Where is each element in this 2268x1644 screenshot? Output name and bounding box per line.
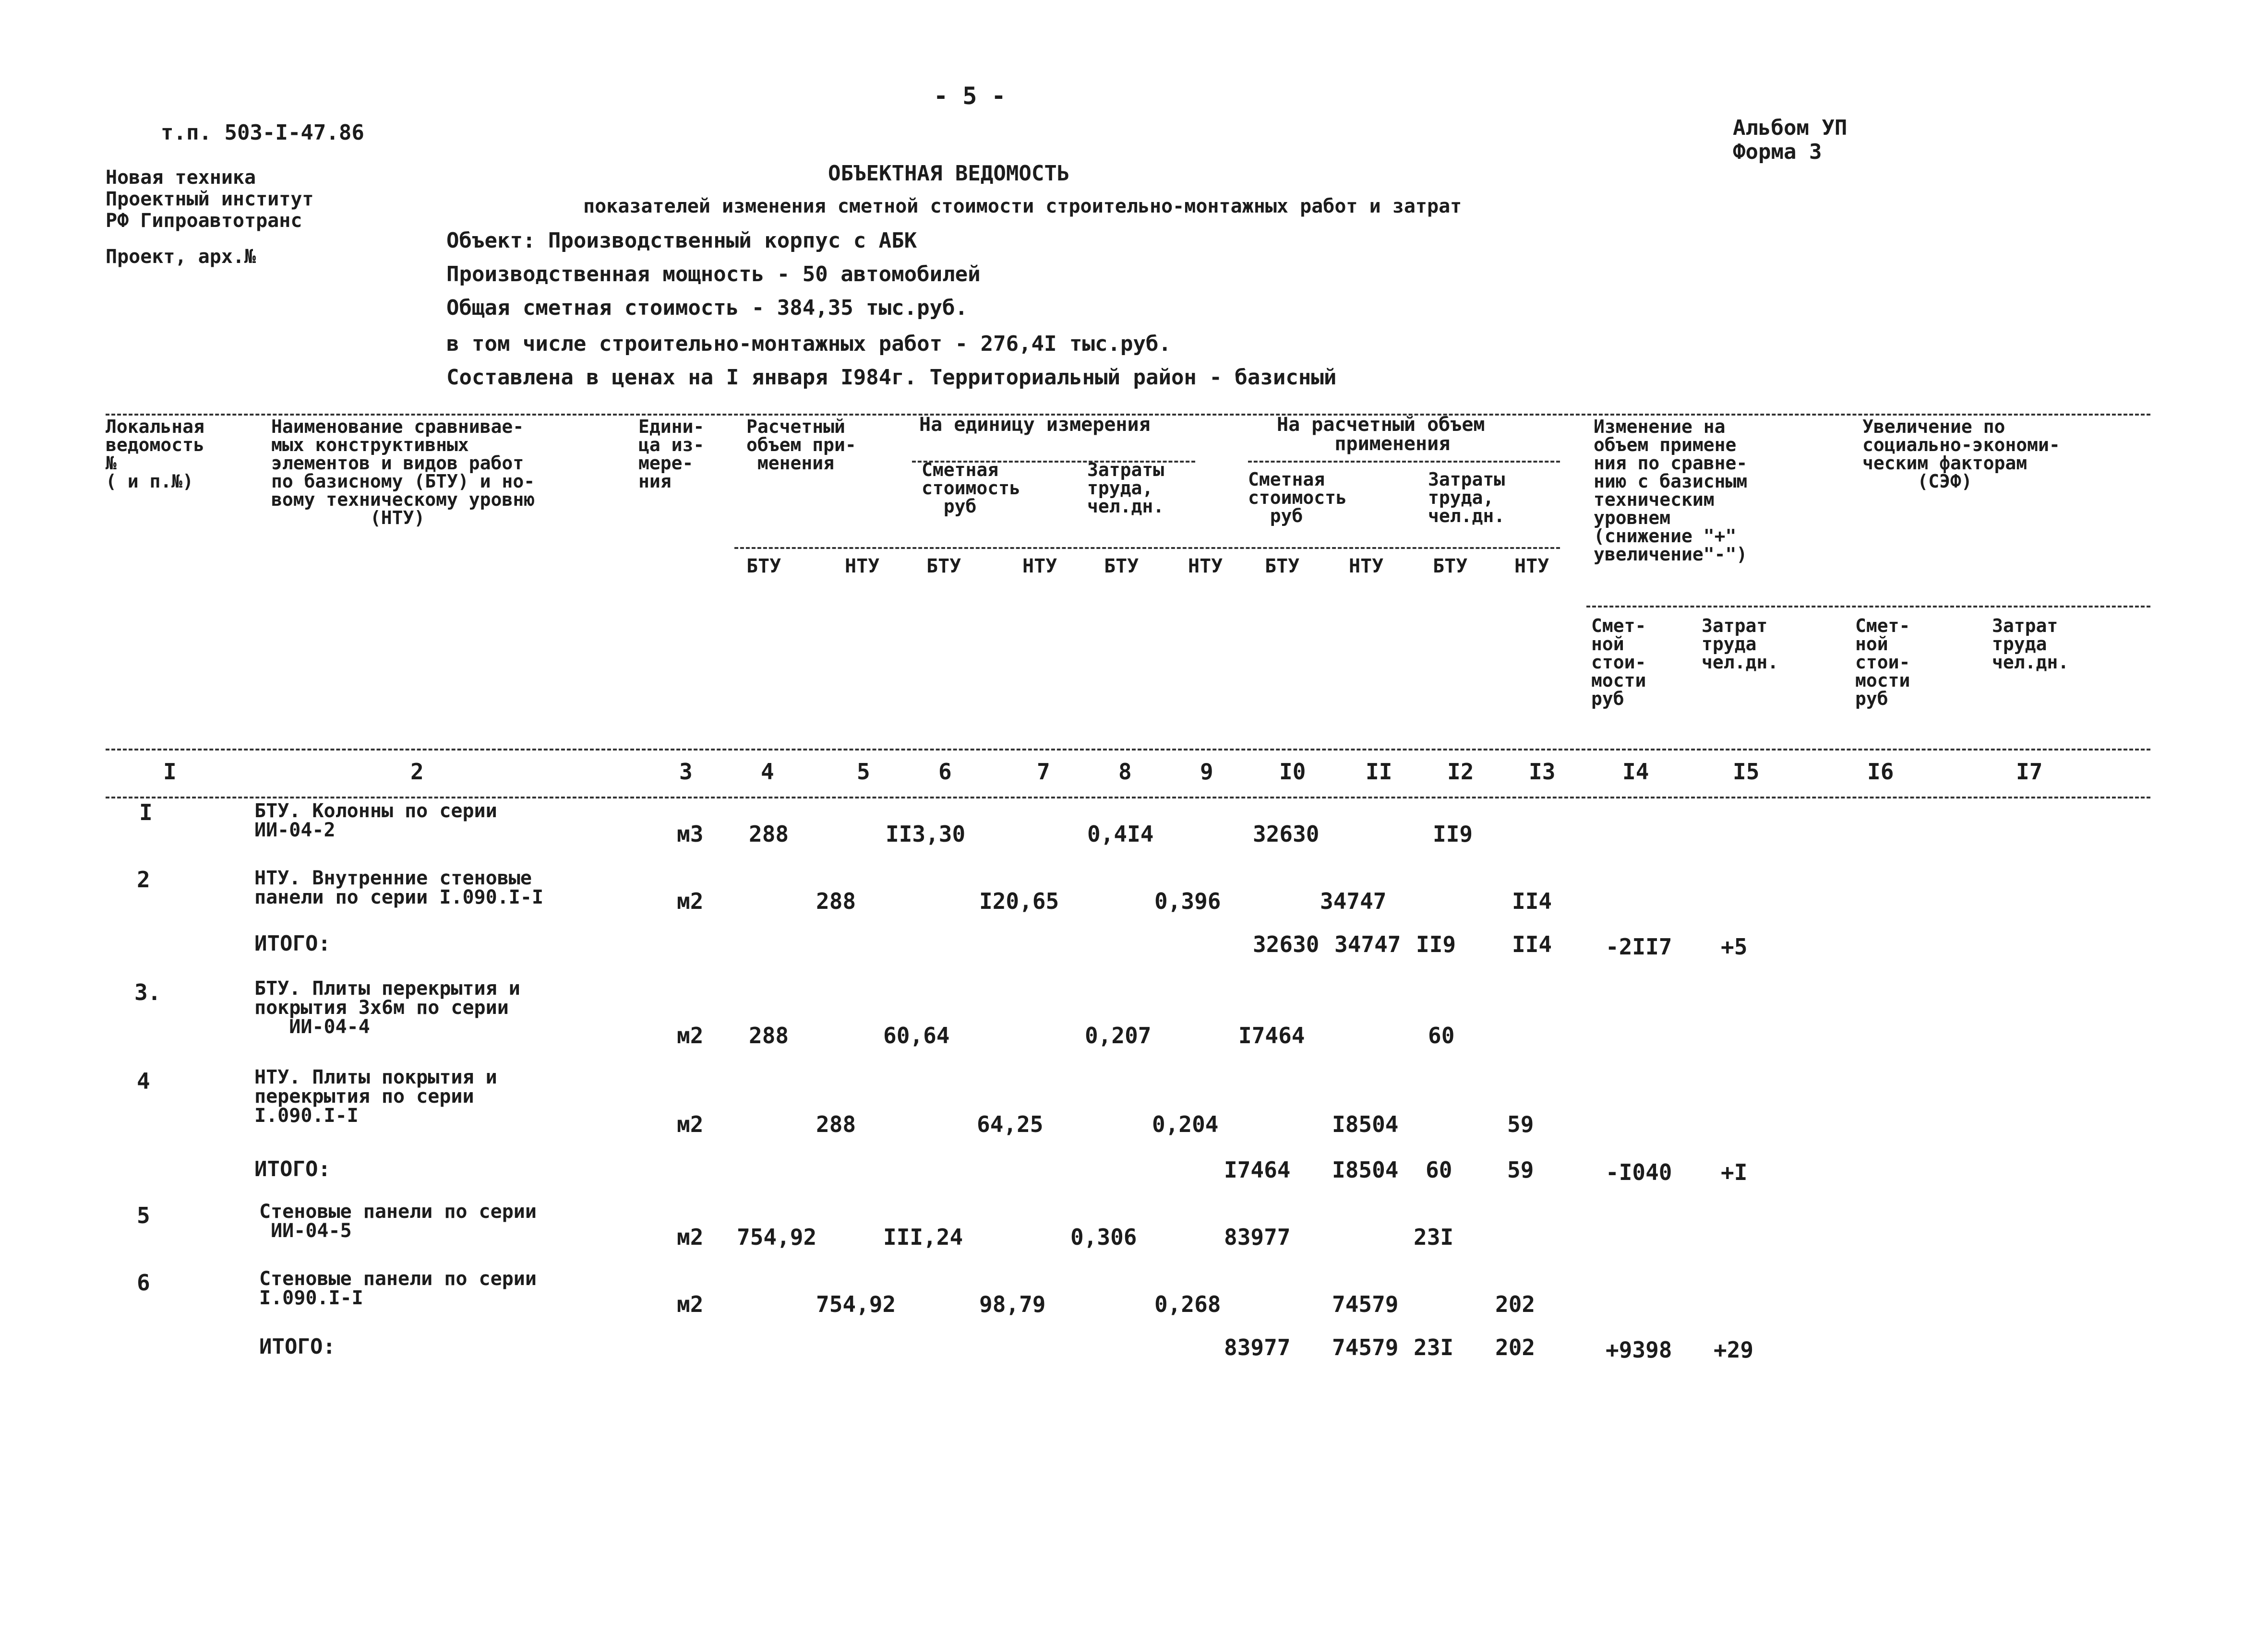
info-total-cost: Общая сметная стоимость - 384,35 тыс.руб. xyxy=(446,296,968,320)
total-3-c12: 23I xyxy=(1414,1334,1454,1360)
header-per-unit-labor: Затраты труда, чел.дн. xyxy=(1087,459,1164,517)
row-4-c11: I8504 xyxy=(1332,1111,1399,1137)
row-1-c12: II9 xyxy=(1433,821,1473,847)
row-6-c5: 754,92 xyxy=(816,1291,896,1317)
row-1-name: БТУ. Колонны по серии ИИ-04-2 xyxy=(254,800,497,841)
total-1-c12: II9 xyxy=(1416,931,1456,957)
row-3-c4: 288 xyxy=(749,1023,789,1048)
row-1-c6: II3,30 xyxy=(886,821,966,847)
total-1-c11: 34747 xyxy=(1334,931,1401,957)
org-line-3: РФ Гипроавтотранс xyxy=(106,210,302,232)
colnum-bottom-rule xyxy=(106,797,2150,798)
subheader-btu-calc-cost: БТУ xyxy=(1265,555,1300,577)
header-calc-volume: На расчетный объем применения xyxy=(1277,414,1485,455)
total-3-c13: 202 xyxy=(1495,1334,1536,1360)
col-number-14: I4 xyxy=(1622,759,1649,785)
row-3-c6: 60,64 xyxy=(883,1023,950,1048)
subheader-ntu-volume: НТУ xyxy=(845,555,880,577)
album-label: Альбом УП xyxy=(1733,116,1848,140)
header-per-unit-cost: Сметная стоимость руб xyxy=(922,459,1020,517)
row-6-c9: 0,268 xyxy=(1154,1291,1221,1317)
subheader-btu-unit-cost: БТУ xyxy=(926,555,961,577)
header-per-unit: На единицу измерения xyxy=(919,414,1151,436)
row-3-c8: 0,207 xyxy=(1085,1023,1152,1048)
total-2-c10: I7464 xyxy=(1224,1157,1291,1183)
total-3-c11: 74579 xyxy=(1332,1334,1399,1360)
row-3-name: БТУ. Плиты перекрытия и покрытия 3х6м по серии ИИ-04-4 xyxy=(254,977,520,1038)
total-2-c12: 60 xyxy=(1426,1157,1452,1183)
header-calc-cost: Сметная стоимость руб xyxy=(1248,469,1347,526)
header-volume: Расчетный объем при- менения xyxy=(746,416,856,474)
col-number-2: 2 xyxy=(410,759,424,785)
header-change-labor: Затрат труда чел.дн. xyxy=(1702,615,1779,673)
info-object: Объект: Производственный корпус с АБК xyxy=(446,228,917,253)
col-number-4: 4 xyxy=(761,759,774,785)
document-subtitle: показателей изменения сметной стоимости строительно-монтажных работ и затрат xyxy=(583,195,1462,217)
col-number-16: I6 xyxy=(1867,759,1894,785)
row-6-c13: 202 xyxy=(1495,1291,1536,1317)
row-3-unit: м2 xyxy=(677,1023,704,1048)
header-change: Изменение на объем примене ния по сравне- нию с базисным техническим уровнем (снижение "+" увеличение"-") xyxy=(1594,416,1748,565)
row-6-c11: 74579 xyxy=(1332,1291,1399,1317)
btu-ntu-rule xyxy=(734,547,1560,549)
row-4-unit: м2 xyxy=(677,1111,704,1137)
header-change-cost: Смет- ной стои- мости руб xyxy=(1591,615,1646,709)
row-1-index: I xyxy=(139,799,153,825)
org-line-1: Новая техника xyxy=(106,167,256,189)
col-number-1: I xyxy=(163,759,177,785)
row-4-c13: 59 xyxy=(1507,1111,1534,1137)
row-3-c12: 60 xyxy=(1428,1023,1455,1048)
subheader-ntu-unit-labor: НТУ xyxy=(1188,555,1223,577)
row-4-c7: 64,25 xyxy=(977,1111,1044,1137)
info-capacity: Производственная мощность - 50 автомобилей xyxy=(446,262,981,286)
row-5-c10: 83977 xyxy=(1224,1224,1291,1250)
col-number-5: 5 xyxy=(857,759,870,785)
row-5-unit: м2 xyxy=(677,1224,704,1250)
col-number-3: 3 xyxy=(679,759,693,785)
col-number-8: 8 xyxy=(1118,759,1132,785)
calc-group-rule xyxy=(1248,461,1560,463)
form-label: Форма 3 xyxy=(1733,140,1822,164)
total-3-label: ИТОГО: xyxy=(259,1334,336,1359)
col-number-13: I3 xyxy=(1529,759,1556,785)
header-sef-cost: Смет- ной стои- мости руб xyxy=(1855,615,1910,709)
subheader-btu-calc-labor: БТУ xyxy=(1433,555,1468,577)
row-2-c11: 34747 xyxy=(1320,888,1387,914)
row-4-c5: 288 xyxy=(816,1111,856,1137)
total-2-c14: -I040 xyxy=(1606,1159,1672,1185)
row-5-name: Стеновые панели по серии ИИ-04-5 xyxy=(259,1201,537,1242)
row-2-unit: м2 xyxy=(677,888,704,914)
total-1-label: ИТОГО: xyxy=(254,931,331,956)
row-2-c5: 288 xyxy=(816,888,856,914)
col-number-11: II xyxy=(1366,759,1392,785)
page-number: - 5 - xyxy=(934,82,1006,110)
subheader-ntu-calc-labor: НТУ xyxy=(1514,555,1549,577)
row-2-index: 2 xyxy=(137,867,150,893)
row-5-c12: 23I xyxy=(1414,1224,1454,1250)
header-sef-labor: Затрат труда чел.дн. xyxy=(1992,615,2069,673)
subheader-btu-unit-labor: БТУ xyxy=(1104,555,1139,577)
row-5-c6: III,24 xyxy=(883,1224,963,1250)
row-1-c10: 32630 xyxy=(1253,821,1320,847)
header-calc-labor: Затраты труда, чел.дн. xyxy=(1428,469,1505,526)
col-number-17: I7 xyxy=(2016,759,2043,785)
total-2-c15: +I xyxy=(1721,1159,1748,1185)
row-1-c4: 288 xyxy=(749,821,789,847)
total-2-c11: I8504 xyxy=(1332,1157,1399,1183)
row-3-index: 3. xyxy=(134,979,161,1005)
total-1-c13: II4 xyxy=(1512,931,1552,957)
row-6-name: Стеновые панели по серии I.090.I-I xyxy=(259,1268,537,1309)
header-unit: Едини- ца из- мере- ния xyxy=(638,416,705,492)
header-local-statement: Локальная ведомость № ( и п.№) xyxy=(106,416,204,492)
row-6-index: 6 xyxy=(137,1270,150,1296)
colnum-top-rule xyxy=(106,749,2150,751)
subheader-ntu-unit-cost: НТУ xyxy=(1022,555,1057,577)
total-1-c15: +5 xyxy=(1721,934,1748,960)
row-2-c13: II4 xyxy=(1512,888,1552,914)
row-5-index: 5 xyxy=(137,1203,150,1228)
total-2-label: ИТОГО: xyxy=(254,1157,331,1181)
row-5-c8: 0,306 xyxy=(1070,1224,1137,1250)
row-2-name: НТУ. Внутренние стеновые панели по серии I.090.I-I xyxy=(254,867,544,908)
row-6-unit: м2 xyxy=(677,1291,704,1317)
row-3-c10: I7464 xyxy=(1238,1023,1305,1048)
col-number-7: 7 xyxy=(1037,759,1050,785)
org-line-2: Проектный институт xyxy=(106,188,314,210)
col-number-12: I2 xyxy=(1447,759,1474,785)
row-4-name: НТУ. Плиты покрытия и перекрытия по серии I.090.I-I xyxy=(254,1066,497,1127)
info-prices: Составлена в ценах на I января I984г. Территориальный район - базисный xyxy=(446,365,1337,390)
change-sub-rule xyxy=(1586,606,2150,608)
col-number-9: 9 xyxy=(1200,759,1213,785)
project-archive: Проект, арх.№ xyxy=(106,246,256,268)
col-number-6: 6 xyxy=(938,759,952,785)
total-3-c14: +9398 xyxy=(1606,1337,1672,1363)
subheader-ntu-calc-cost: НТУ xyxy=(1349,555,1384,577)
total-1-c14: -2II7 xyxy=(1606,934,1672,960)
row-2-c9: 0,396 xyxy=(1154,888,1221,914)
col-number-10: I0 xyxy=(1279,759,1306,785)
info-smr-cost: в том числе строительно-монтажных работ - 276,4I тыс.руб. xyxy=(446,332,1171,356)
row-1-unit: м3 xyxy=(677,821,704,847)
total-3-c15: +29 xyxy=(1714,1337,1754,1363)
document-title: ОБЪЕКТНАЯ ВЕДОМОСТЬ xyxy=(828,161,1070,186)
subheader-btu-volume: БТУ xyxy=(746,555,781,577)
total-3-c10: 83977 xyxy=(1224,1334,1291,1360)
col-number-15: I5 xyxy=(1733,759,1760,785)
doc-code: т.п. 503-I-47.86 xyxy=(161,120,364,145)
row-1-c8: 0,4I4 xyxy=(1087,821,1154,847)
row-5-c4: 754,92 xyxy=(737,1224,817,1250)
row-6-c7: 98,79 xyxy=(979,1291,1046,1317)
row-4-index: 4 xyxy=(137,1068,150,1094)
header-element-name: Наименование сравнивае- мых конструктивных элементов и видов работ по базисному (БТУ) и но- вому техническому уровню (НТУ) xyxy=(271,416,535,528)
total-2-c13: 59 xyxy=(1507,1157,1534,1183)
total-1-c10: 32630 xyxy=(1253,931,1320,957)
row-2-c7: I20,65 xyxy=(979,888,1059,914)
row-4-c9: 0,204 xyxy=(1152,1111,1219,1137)
header-sef: Увеличение по социально-экономи- ческим факторам (СЭФ) xyxy=(1862,416,2060,492)
